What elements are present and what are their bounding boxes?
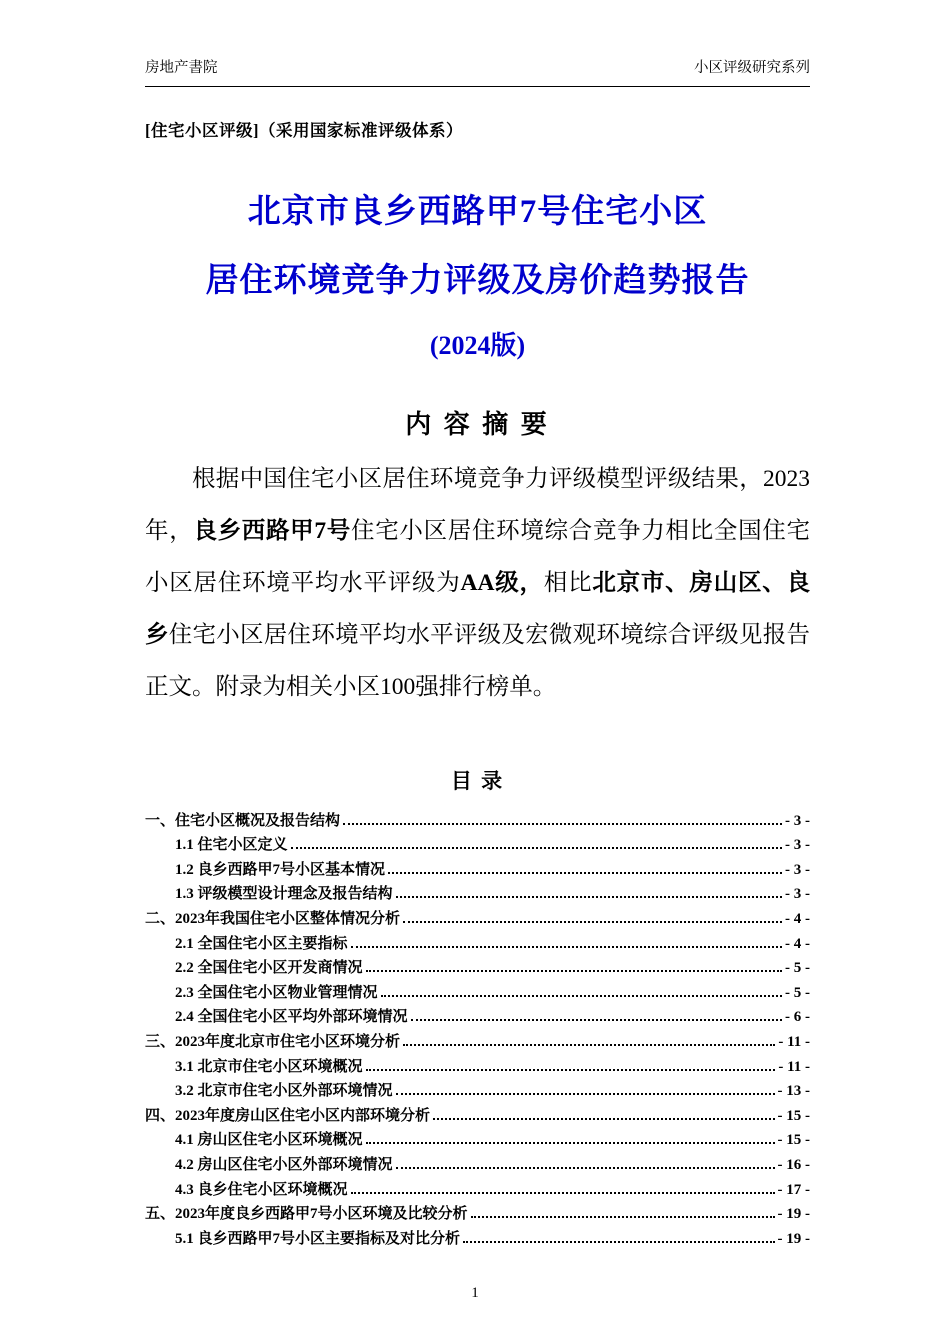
toc-leader-dots — [366, 970, 782, 972]
toc-item[interactable] — [145, 1199, 810, 1224]
toc-leader-dots — [388, 872, 782, 874]
toc-item-page: - 19 - — [777, 1230, 810, 1247]
page-number: 1 — [471, 1285, 479, 1301]
toc-item-page: - 4 - — [785, 935, 810, 952]
toc-item-label: 2.1 全国住宅小区主要指标 — [175, 935, 348, 952]
toc-item-page: - 5 - — [785, 984, 810, 1001]
toc-item[interactable] — [145, 953, 810, 978]
toc-item[interactable] — [145, 928, 810, 953]
toc-item[interactable] — [145, 879, 810, 904]
toc-leader-dots — [433, 1118, 774, 1120]
toc-leader-dots — [411, 1019, 782, 1021]
toc-item-page: - 4 - — [785, 910, 810, 927]
toc-leader-dots — [366, 1069, 776, 1071]
toc-item-page: - 11 - — [778, 1058, 810, 1075]
rating-system-note: [住宅小区评级]（采用国家标准评级体系） — [145, 121, 463, 140]
toc-item[interactable] — [145, 1149, 810, 1174]
toc-item[interactable] — [145, 805, 810, 830]
toc-item[interactable] — [145, 903, 810, 928]
toc-item-label: 二、2023年我国住宅小区整体情况分析 — [145, 910, 401, 927]
toc-heading: 目 录 — [450, 769, 505, 793]
toc-item-page: - 15 - — [777, 1107, 810, 1124]
toc-item[interactable] — [145, 1051, 810, 1076]
toc-item-label: 三、2023年度北京市住宅小区环境分析 — [145, 1033, 401, 1050]
toc-item-page: - 3 - — [785, 886, 810, 903]
toc-item-page: - 3 - — [785, 812, 810, 829]
toc-leader-dots — [396, 1093, 775, 1095]
toc-item-label: 一、住宅小区概况及报告结构 — [145, 812, 341, 829]
toc-item-label: 4.3 良乡住宅小区环境概况 — [175, 1181, 348, 1198]
toc-item-page: - 16 - — [777, 1156, 810, 1173]
toc-item-page: - 3 - — [785, 837, 810, 854]
toc-leader-dots — [351, 1192, 775, 1194]
toc-leader-dots — [366, 1142, 775, 1144]
toc-leader-dots — [396, 1167, 775, 1169]
toc-item-label: 3.1 北京市住宅小区环境概况 — [175, 1058, 363, 1075]
toc-item-label: 2.4 全国住宅小区平均外部环境情况 — [175, 1009, 408, 1026]
toc-item[interactable] — [145, 1002, 810, 1027]
toc-item[interactable] — [145, 1026, 810, 1051]
toc-item-page: - 15 - — [777, 1132, 810, 1149]
abstract-segment: 相比 — [543, 570, 593, 596]
toc-leader-dots — [463, 1241, 774, 1243]
toc-item-page: - 11 - — [778, 1033, 810, 1050]
report-edition: (2024版) — [429, 331, 526, 360]
toc-item-page: - 6 - — [785, 1009, 810, 1026]
toc-item[interactable] — [145, 830, 810, 855]
toc-item-page: - 17 - — [777, 1181, 810, 1198]
abstract-segment: 住宅小区居住环境综合竞争力相比全国住宅小区居住环境平均水平评级为 — [145, 518, 811, 596]
toc-leader-dots — [381, 995, 782, 997]
toc-item-page: - 3 - — [785, 861, 810, 878]
toc-leader-dots — [403, 1044, 775, 1046]
toc-leader-dots — [291, 847, 782, 849]
toc-item-label: 2.2 全国住宅小区开发商情况 — [175, 960, 363, 977]
toc-item-label: 1.3 评级模型设计理念及报告结构 — [175, 886, 393, 903]
toc-item-label: 四、2023年度房山区住宅小区内部环境分析 — [145, 1107, 431, 1124]
toc-leader-dots — [403, 921, 782, 923]
toc-item-page: - 19 - — [777, 1206, 810, 1223]
abstract-heading: 内 容 摘 要 — [405, 410, 550, 439]
header-left-text: 房地产書院 — [145, 60, 218, 76]
toc-item-label: 4.2 房山区住宅小区外部环境情况 — [175, 1156, 393, 1173]
toc-leader-dots — [343, 823, 782, 825]
document-header — [145, 56, 810, 87]
report-title-line2: 居住环境竞争力评级及房价趋势报告 — [205, 263, 750, 299]
abstract-paragraph — [145, 453, 810, 713]
toc-item-label: 5.1 良乡西路甲7号小区主要指标及对比分析 — [175, 1230, 461, 1247]
toc-leader-dots — [471, 1216, 775, 1218]
report-title-line1: 北京市良乡西路甲7号住宅小区 — [247, 194, 708, 230]
toc-item[interactable] — [145, 1174, 810, 1199]
toc-item[interactable] — [145, 1076, 810, 1101]
abstract-segment-bold: AA级， — [460, 570, 544, 596]
header-right-text: 小区评级研究系列 — [694, 60, 810, 76]
toc-item[interactable] — [145, 1125, 810, 1150]
abstract-segment-bold: 北京市、房山区、良乡 — [145, 570, 811, 648]
toc-item[interactable] — [145, 854, 810, 879]
toc-item-label: 4.1 房山区住宅小区环境概况 — [175, 1132, 363, 1149]
toc-item-page: - 13 - — [777, 1083, 810, 1100]
toc-item-label: 3.2 北京市住宅小区外部环境情况 — [175, 1083, 393, 1100]
abstract-segment: 根据中国住宅小区居住环境竞争力评级模型评级结果，2023年， — [145, 466, 810, 544]
toc-item-label: 1.1 住宅小区定义 — [175, 837, 288, 854]
toc-item[interactable] — [145, 1100, 810, 1125]
toc-item[interactable] — [145, 977, 810, 1002]
abstract-segment: 住宅小区居住环境平均水平评级及宏微观环境综合评级见报告正文。附录为相关小区100强排行榜单。 — [145, 622, 811, 700]
abstract-segment-bold: 良乡西路甲7号 — [193, 518, 352, 544]
toc-item-label: 五、2023年度良乡西路甲7号小区环境及比较分析 — [145, 1206, 468, 1223]
toc-item-label: 1.2 良乡西路甲7号小区基本情况 — [175, 861, 386, 878]
table-of-contents — [145, 805, 810, 1248]
toc-item-page: - 5 - — [785, 960, 810, 977]
toc-item[interactable] — [145, 1223, 810, 1248]
toc-leader-dots — [396, 896, 782, 898]
toc-leader-dots — [351, 946, 782, 948]
toc-item-label: 2.3 全国住宅小区物业管理情况 — [175, 984, 378, 1001]
